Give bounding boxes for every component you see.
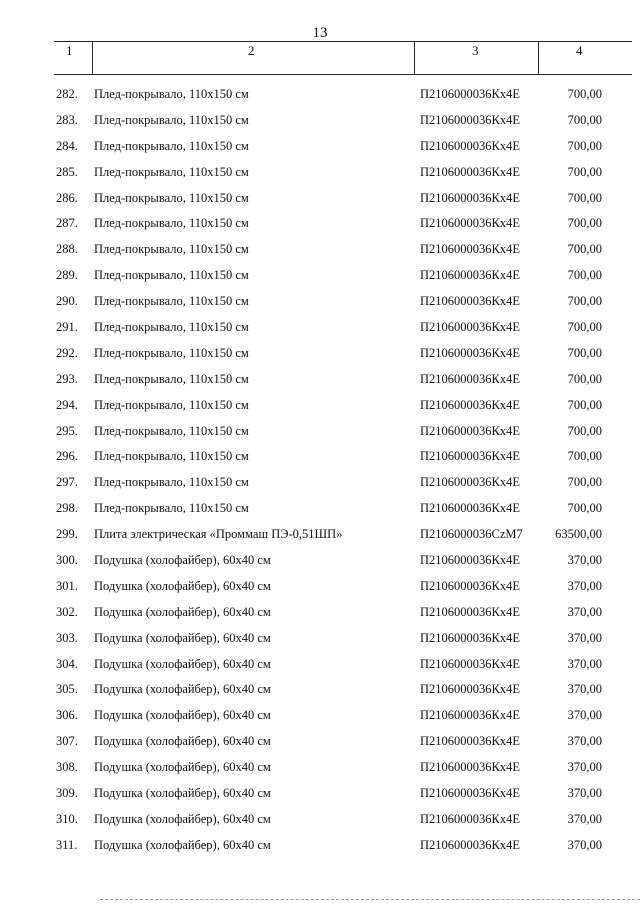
- row-number: 293.: [56, 371, 78, 386]
- item-code: П2106000036Кх4Е: [420, 682, 520, 697]
- item-name: Плед-покрывало, 110x150 см: [94, 320, 249, 335]
- table-row: [0, 419, 640, 445]
- item-price: 700,00: [567, 112, 602, 127]
- item-code: П2106000036Кх4Е: [420, 87, 520, 101]
- row-number: 294.: [56, 397, 78, 412]
- item-name: Плед-покрывало, 110x150 см: [94, 87, 249, 101]
- item-name: Подушка (холофайбер), 60x40 см: [94, 553, 271, 568]
- row-number: 307.: [56, 734, 78, 749]
- item-name: Подушка (холофайбер), 60x40 см: [94, 837, 271, 852]
- table-row: [0, 186, 640, 212]
- item-price: 370,00: [567, 578, 602, 593]
- item-price: 63500,00: [555, 527, 602, 542]
- item-name: Подушка (холофайбер), 60x40 см: [94, 578, 271, 593]
- row-number: 284.: [56, 138, 78, 153]
- item-price: 700,00: [567, 501, 602, 516]
- table-row: [0, 341, 640, 367]
- row-number: 299.: [56, 527, 78, 542]
- table-row: [0, 289, 640, 315]
- row-number: 288.: [56, 242, 78, 257]
- item-name: Плед-покрывало, 110x150 см: [94, 112, 249, 127]
- item-price: 700,00: [567, 242, 602, 257]
- item-name: Плед-покрывало, 110x150 см: [94, 190, 249, 205]
- item-name: Подушка (холофайбер), 60x40 см: [94, 734, 271, 749]
- row-number: 303.: [56, 630, 78, 645]
- header-divider: [414, 42, 415, 74]
- item-code: П2106000036Кх4Е: [420, 294, 520, 309]
- table-row: [0, 108, 640, 134]
- table-row: [0, 522, 640, 548]
- row-number: 311.: [56, 837, 78, 852]
- item-name: Подушка (холофайбер), 60x40 см: [94, 708, 271, 723]
- item-code: П2106000036Кх4Е: [420, 164, 520, 179]
- item-name: Плед-покрывало, 110x150 см: [94, 371, 249, 386]
- item-price: 700,00: [567, 345, 602, 360]
- row-number: 289.: [56, 268, 78, 283]
- item-name: Плед-покрывало, 110x150 см: [94, 216, 249, 231]
- item-code: П2106000036Кх4Е: [420, 242, 520, 257]
- item-name: Плед-покрывало, 110x150 см: [94, 242, 249, 257]
- table-row: [0, 755, 640, 781]
- table-row: [0, 626, 640, 652]
- table-row: [0, 574, 640, 600]
- header-divider: [538, 42, 539, 74]
- table-row: [0, 781, 640, 807]
- table-row: [0, 211, 640, 237]
- row-number: 282.: [56, 87, 78, 101]
- item-code: П2106000036Кх4Е: [420, 449, 520, 464]
- item-price: 700,00: [567, 320, 602, 335]
- row-number: 305.: [56, 682, 78, 697]
- item-code: П2106000036CzM7: [420, 527, 523, 542]
- item-price: 370,00: [567, 786, 602, 801]
- item-price: 700,00: [567, 397, 602, 412]
- item-price: 370,00: [567, 837, 602, 852]
- header-col-1: 1: [66, 43, 73, 58]
- item-price: 700,00: [567, 138, 602, 153]
- item-name: Плед-покрывало, 110x150 см: [94, 164, 249, 179]
- item-name: Подушка (холофайбер), 60x40 см: [94, 811, 271, 826]
- item-code: П2106000036Кх4Е: [420, 423, 520, 438]
- header-col-4: 4: [576, 43, 583, 58]
- header-divider: [92, 42, 93, 74]
- item-code: П2106000036Кх4Е: [420, 216, 520, 231]
- item-price: 370,00: [567, 682, 602, 697]
- item-price: 700,00: [567, 164, 602, 179]
- item-name: Плед-покрывало, 110x150 см: [94, 138, 249, 153]
- item-code: П2106000036Кх4Е: [420, 320, 520, 335]
- item-price: 370,00: [567, 630, 602, 645]
- item-name: Плед-покрывало, 110x150 см: [94, 345, 249, 360]
- item-code: П2106000036Кх4Е: [420, 708, 520, 723]
- item-name: Подушка (холофайбер), 60x40 см: [94, 682, 271, 697]
- item-code: П2106000036Кх4Е: [420, 760, 520, 775]
- item-code: П2106000036Кх4Е: [420, 112, 520, 127]
- item-code: П2106000036Кх4Е: [420, 630, 520, 645]
- row-number: 298.: [56, 501, 78, 516]
- item-name: Подушка (холофайбер), 60x40 см: [94, 604, 271, 619]
- page-number: 13: [312, 25, 328, 41]
- table-body: [0, 82, 640, 859]
- item-price: 700,00: [567, 294, 602, 309]
- item-name: Подушка (холофайбер), 60x40 см: [94, 786, 271, 801]
- item-name: Плед-покрывало, 110x150 см: [94, 423, 249, 438]
- row-number: 301.: [56, 578, 78, 593]
- item-code: П2106000036Кх4Е: [420, 837, 520, 852]
- row-number: 292.: [56, 345, 78, 360]
- row-number: 286.: [56, 190, 78, 205]
- table-row: [0, 134, 640, 160]
- item-name: Плед-покрывало, 110x150 см: [94, 294, 249, 309]
- row-number: 287.: [56, 216, 78, 231]
- row-number: 304.: [56, 656, 78, 671]
- row-number: 300.: [56, 553, 78, 568]
- item-code: П2106000036Кх4Е: [420, 604, 520, 619]
- table-row: [0, 548, 640, 574]
- item-code: П2106000036Кх4Е: [420, 578, 520, 593]
- item-code: П2106000036Кх4Е: [420, 734, 520, 749]
- table-row: [0, 703, 640, 729]
- row-number: 285.: [56, 164, 78, 179]
- row-number: 297.: [56, 475, 78, 490]
- item-price: 370,00: [567, 811, 602, 826]
- table-row: [0, 393, 640, 419]
- table-row: [0, 160, 640, 186]
- item-code: П2106000036Кх4Е: [420, 138, 520, 153]
- item-price: 700,00: [567, 423, 602, 438]
- item-price: 370,00: [567, 734, 602, 749]
- table-row: [0, 807, 640, 833]
- table-row: [0, 82, 640, 108]
- table-row: [0, 237, 640, 263]
- row-number: 290.: [56, 294, 78, 309]
- item-code: П2106000036Кх4Е: [420, 501, 520, 516]
- item-price: 700,00: [567, 449, 602, 464]
- row-number: 309.: [56, 786, 78, 801]
- item-price: 370,00: [567, 604, 602, 619]
- item-name: Плед-покрывало, 110x150 см: [94, 501, 249, 516]
- table-row: [0, 444, 640, 470]
- item-code: П2106000036Кх4Е: [420, 553, 520, 568]
- item-code: П2106000036Кх4Е: [420, 190, 520, 205]
- row-number: 283.: [56, 112, 78, 127]
- row-number: 291.: [56, 320, 78, 335]
- table-row: [0, 677, 640, 703]
- row-number: 295.: [56, 423, 78, 438]
- item-code: П2106000036Кх4Е: [420, 268, 520, 283]
- item-name: Плед-покрывало, 110x150 см: [94, 268, 249, 283]
- table-row: [0, 367, 640, 393]
- item-name: Подушка (холофайбер), 60x40 см: [94, 630, 271, 645]
- item-code: П2106000036Кх4Е: [420, 475, 520, 490]
- table-row: [0, 652, 640, 678]
- item-price: 700,00: [567, 268, 602, 283]
- item-price: 700,00: [567, 190, 602, 205]
- header-col-2: 2: [248, 43, 255, 58]
- item-price: 700,00: [567, 475, 602, 490]
- table-row: [0, 315, 640, 341]
- page-divider: [100, 899, 640, 900]
- item-name: Плед-покрывало, 110x150 см: [94, 475, 249, 490]
- item-price: 370,00: [567, 656, 602, 671]
- item-price: 370,00: [567, 760, 602, 775]
- row-number: 310.: [56, 811, 78, 826]
- table-row: [0, 833, 640, 859]
- item-code: П2106000036Кх4Е: [420, 656, 520, 671]
- item-code: П2106000036Кх4Е: [420, 811, 520, 826]
- table-header: [54, 41, 632, 75]
- row-number: 306.: [56, 708, 78, 723]
- row-number: 296.: [56, 449, 78, 464]
- item-price: 370,00: [567, 708, 602, 723]
- item-name: Подушка (холофайбер), 60x40 см: [94, 760, 271, 775]
- table-row: [0, 600, 640, 626]
- table-row: [0, 263, 640, 289]
- table-row: [0, 496, 640, 522]
- row-number: 302.: [56, 604, 78, 619]
- header-col-3: 3: [472, 43, 479, 58]
- item-price: 700,00: [567, 371, 602, 386]
- row-number: 308.: [56, 760, 78, 775]
- item-code: П2106000036Кх4Е: [420, 371, 520, 386]
- item-name: Плед-покрывало, 110x150 см: [94, 397, 249, 412]
- item-price: 700,00: [567, 216, 602, 231]
- table-row: [0, 729, 640, 755]
- item-name: Плед-покрывало, 110x150 см: [94, 449, 249, 464]
- item-name: Подушка (холофайбер), 60x40 см: [94, 656, 271, 671]
- table-row: [0, 470, 640, 496]
- item-code: П2106000036Кх4Е: [420, 397, 520, 412]
- item-name: Плита электрическая «Проммаш ПЭ-0,51ШП»: [94, 527, 343, 542]
- item-code: П2106000036Кх4Е: [420, 345, 520, 360]
- item-price: 370,00: [567, 553, 602, 568]
- item-price: 700,00: [567, 87, 602, 101]
- item-code: П2106000036Кх4Е: [420, 786, 520, 801]
